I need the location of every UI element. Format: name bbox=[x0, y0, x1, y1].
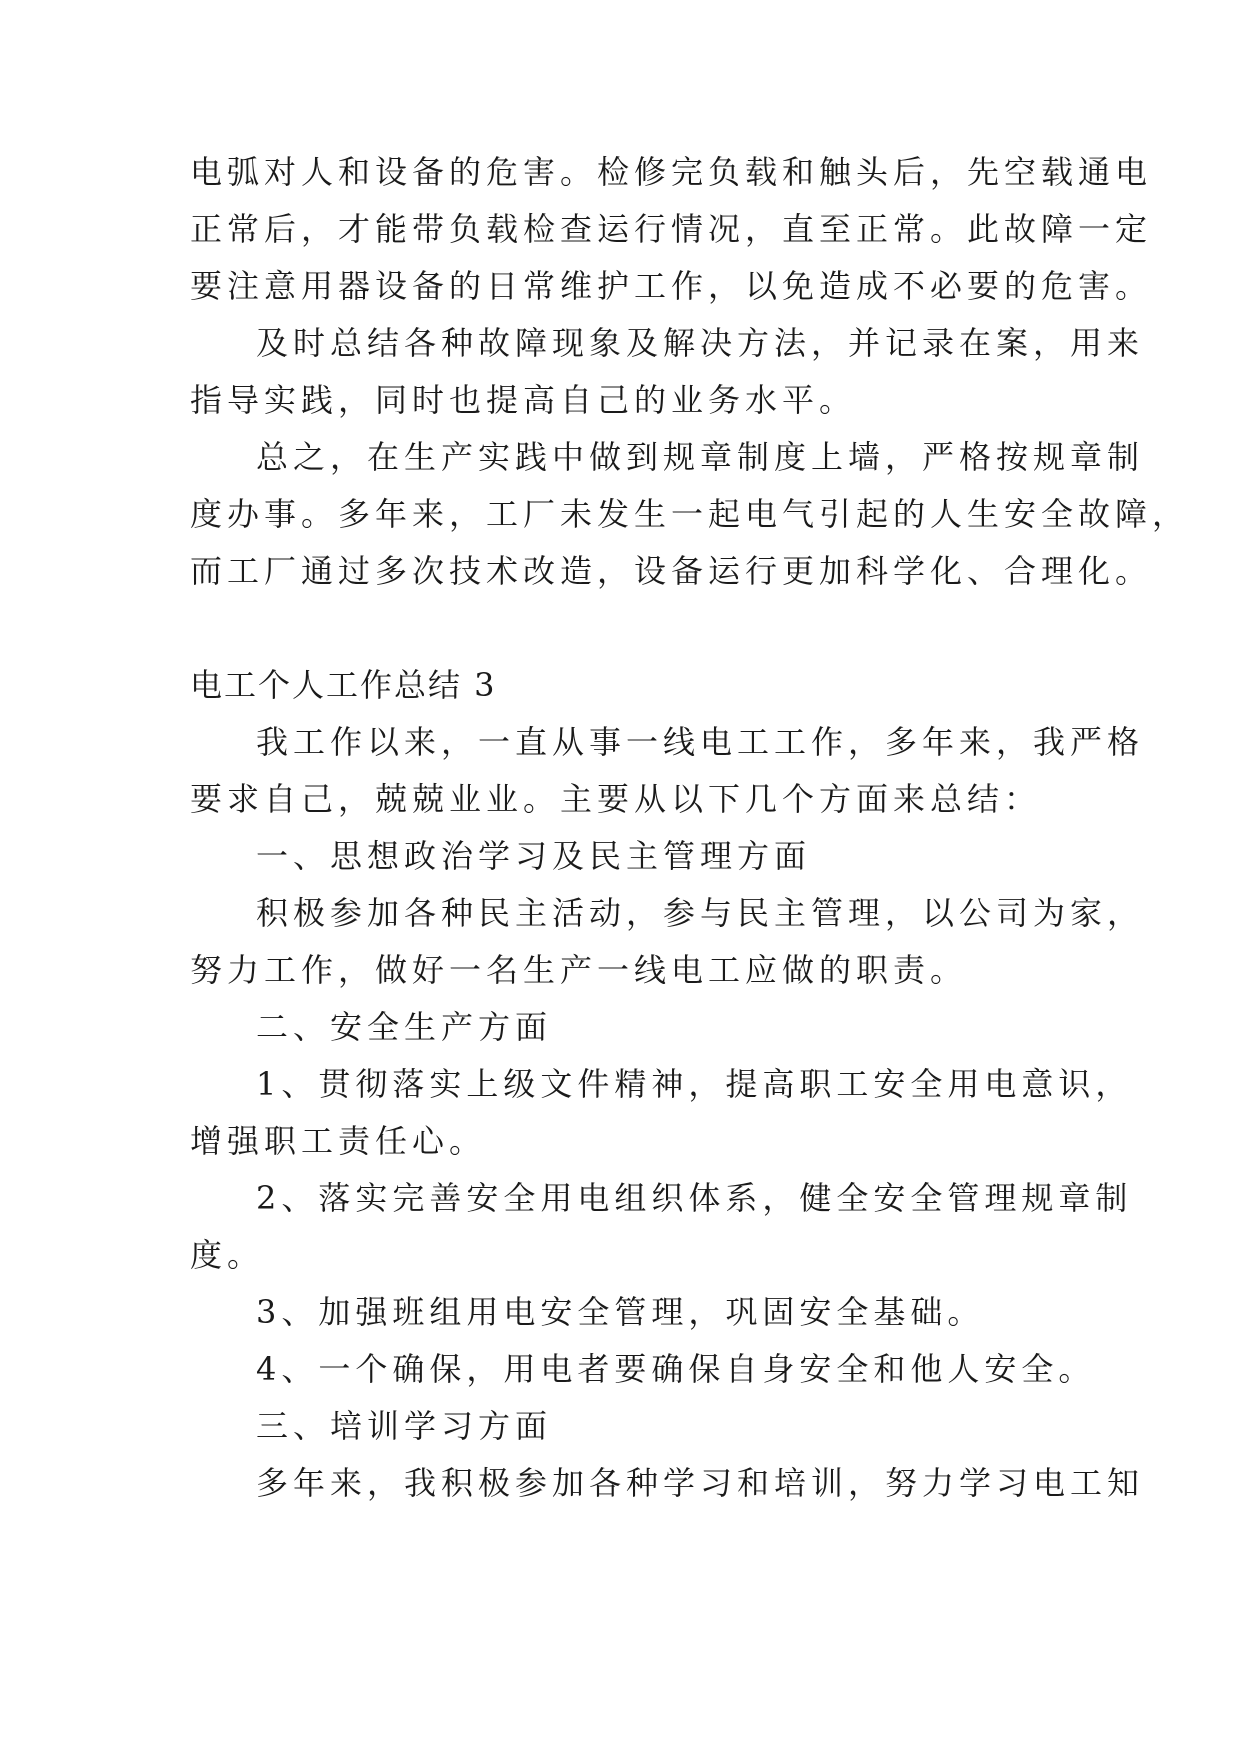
intro-line-2: 要求自己，兢兢业业。主要从以下几个方面来总结： bbox=[190, 780, 1042, 818]
item-1-line-2: 增强职工责任心。 bbox=[190, 1122, 487, 1160]
paragraph-4-line-1: 积极参加各种民主活动，参与民主管理，以公司为家， bbox=[256, 894, 1145, 932]
item-1-line-1: 1、贯彻落实上级文件精神，提高职工安全用电意识， bbox=[256, 1065, 1133, 1103]
paragraph-1-line-1: 电弧对人和设备的危害。检修完负载和触头后，先空载通电 bbox=[190, 153, 1153, 191]
heading-2: 二、安全生产方面 bbox=[256, 1008, 553, 1046]
intro-line-1: 我工作以来，一直从事一线电工工作，多年来，我严格 bbox=[256, 723, 1145, 761]
heading-3: 三、培训学习方面 bbox=[256, 1407, 553, 1445]
paragraph-1-line-3: 要注意用器设备的日常维护工作，以免造成不必要的危害。 bbox=[190, 267, 1153, 305]
paragraph-5-line-1: 多年来，我积极参加各种学习和培训，努力学习电工知 bbox=[256, 1464, 1145, 1502]
item-4: 4、一个确保，用电者要确保自身安全和他人安全。 bbox=[256, 1350, 1096, 1388]
paragraph-3-line-2: 度办事。多年来，工厂未发生一起电气引起的人生安全故障， bbox=[190, 495, 1190, 533]
item-2-line-1: 2、落实完善安全用电组织体系，健全安全管理规章制 bbox=[256, 1179, 1133, 1217]
paragraph-3-line-1: 总之，在生产实践中做到规章制度上墙，严格按规章制 bbox=[256, 438, 1145, 476]
heading-1: 一、思想政治学习及民主管理方面 bbox=[256, 837, 812, 875]
paragraph-2-line-1: 及时总结各种故障现象及解决方法，并记录在案，用来 bbox=[256, 324, 1145, 362]
paragraph-3-line-3: 而工厂通过多次技术改造，设备运行更加科学化、合理化。 bbox=[190, 552, 1153, 590]
paragraph-2-line-2: 指导实践，同时也提高自己的业务水平。 bbox=[190, 381, 857, 419]
item-2-line-2: 度。 bbox=[190, 1236, 265, 1274]
item-3: 3、加强班组用电安全管理，巩固安全基础。 bbox=[256, 1293, 985, 1331]
paragraph-1-line-2: 正常后，才能带负载检查运行情况，直至正常。此故障一定 bbox=[190, 210, 1153, 248]
section-title: 电工个人工作总结 3 bbox=[190, 666, 497, 704]
paragraph-4-line-2: 努力工作，做好一名生产一线电工应做的职责。 bbox=[190, 951, 968, 989]
